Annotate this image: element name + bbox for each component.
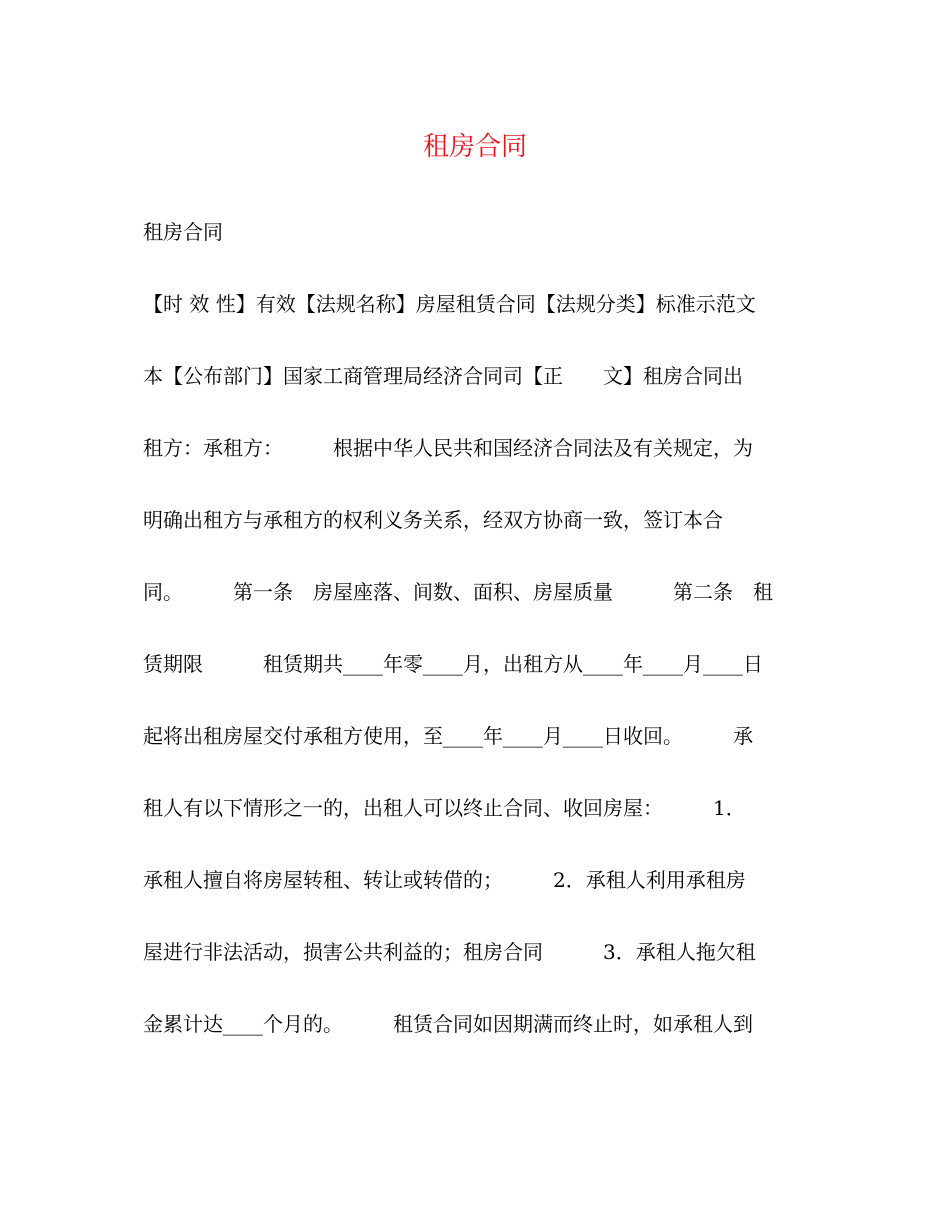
body-line: 【时 效 性】有效【法规名称】房屋租赁合同【法规分类】标准示范文 — [143, 292, 756, 316]
body-line: 租方：承租方： 根据中华人民共和国经济合同法及有关规定，为 — [143, 436, 753, 460]
body-line: 金累计达____个月的。 租赁合同如因期满而终止时，如承租人到 — [143, 1012, 753, 1036]
document-subtitle: 租房合同 — [143, 220, 223, 244]
document-title: 租房合同 — [422, 132, 527, 162]
body-line: 租人有以下情形之一的，出租人可以终止合同、收回房屋： 1． — [143, 796, 746, 820]
body-line: 承租人擅自将房屋转租、转让或转借的； 2．承租人利用承租房 — [143, 868, 746, 892]
body-line: 本【公布部门】国家工商管理局经济合同司【正 文】租房合同出 — [143, 364, 743, 388]
body-line: 同。 第一条 房屋座落、间数、面积、房屋质量 第二条 租 — [143, 580, 773, 604]
contract-body — [143, 290, 833, 1082]
body-line: 赁期限 租赁期共____年零____月，出租方从____年____月____日 — [143, 652, 763, 676]
body-line: 起将出租房屋交付承租方使用，至____年____月____日收回。 承 — [143, 724, 753, 748]
body-line: 屋进行非法活动，损害公共利益的；租房合同 3．承租人拖欠租 — [143, 940, 756, 964]
body-line: 明确出租方与承租方的权利义务关系，经双方协商一致，签订本合 — [143, 508, 723, 532]
